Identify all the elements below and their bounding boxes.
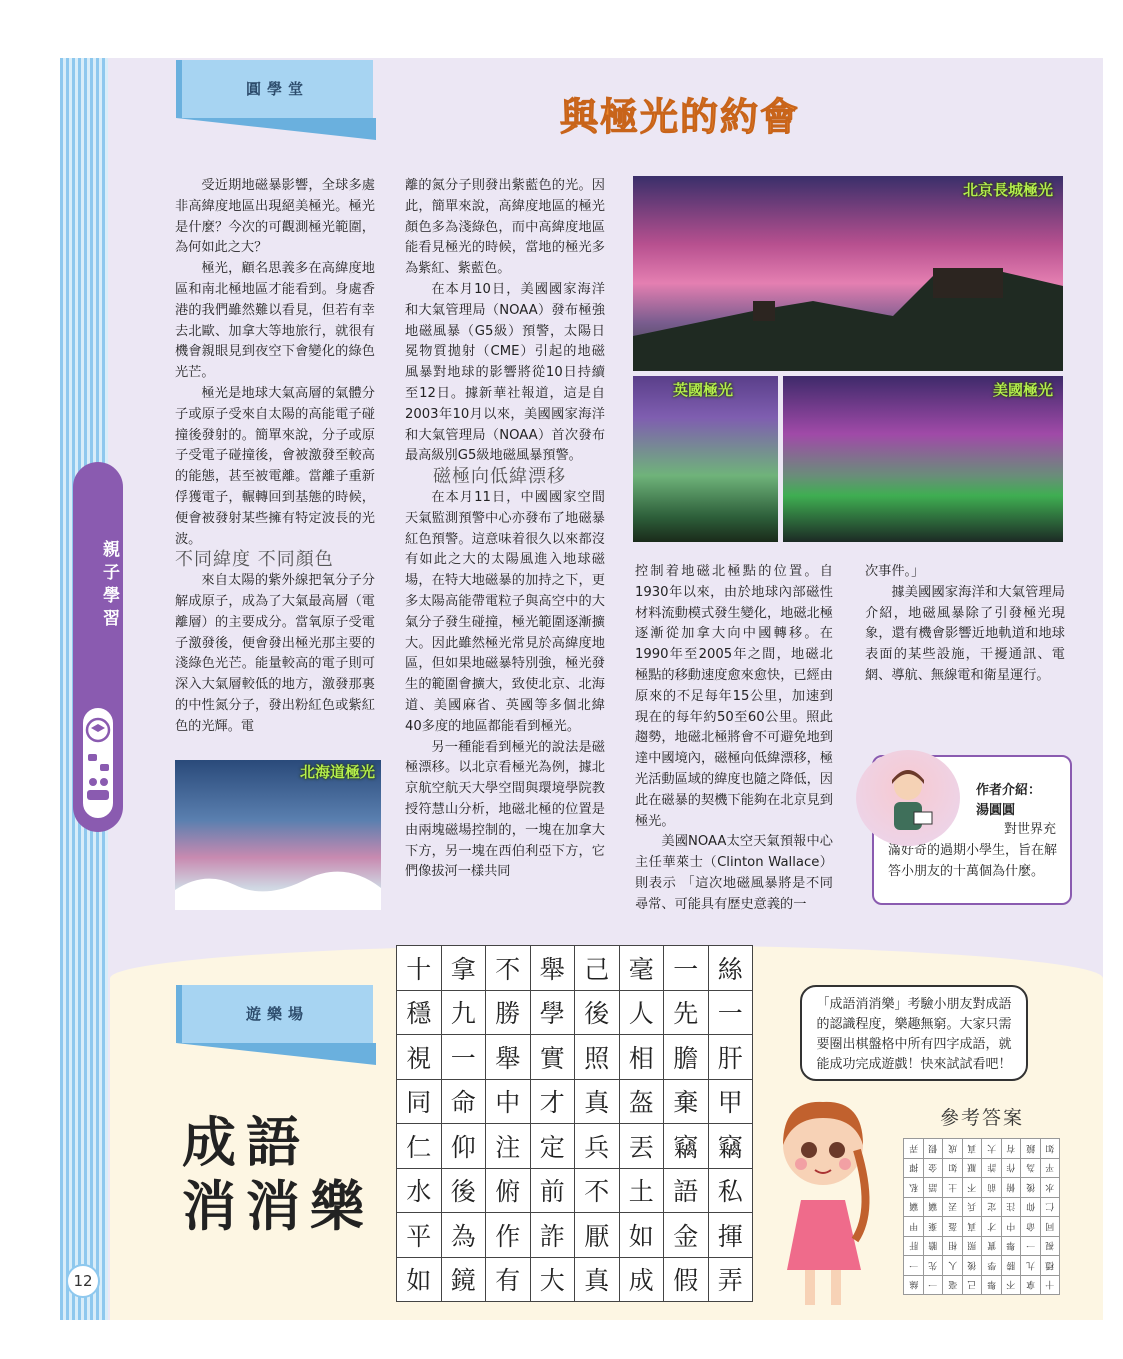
- grid-cell[interactable]: 一: [441, 1035, 486, 1080]
- grid-row: [397, 1079, 753, 1124]
- photo-caption: 北海道極光: [299, 763, 375, 781]
- grid-cell[interactable]: 先: [664, 990, 709, 1035]
- grid-cell[interactable]: 大: [530, 1257, 575, 1302]
- answer-row: [904, 1236, 1060, 1256]
- grid-cell[interactable]: 勝: [486, 990, 531, 1035]
- answer-cell: 竊: [904, 1197, 924, 1217]
- answer-cell: 不: [1001, 1275, 1021, 1295]
- grid-cell[interactable]: 仁: [397, 1124, 442, 1169]
- answer-cell: 詐: [982, 1158, 1002, 1178]
- grid-cell[interactable]: 平: [397, 1213, 442, 1258]
- grid-cell[interactable]: 揮: [708, 1213, 753, 1258]
- answer-cell: 鏡: [1021, 1139, 1041, 1159]
- photo-usa-aurora: [783, 376, 1063, 542]
- idiom-grid: [396, 945, 753, 1302]
- answer-row: [904, 1139, 1060, 1159]
- answer-cell: 實: [982, 1236, 1002, 1256]
- grid-cell[interactable]: 膽: [664, 1035, 709, 1080]
- grid-cell[interactable]: 一: [664, 946, 709, 991]
- photo-beijing-aurora: [633, 176, 1063, 371]
- answer-cell: 盔: [943, 1217, 963, 1237]
- answer-cell: 相: [943, 1236, 963, 1256]
- answer-cell: 絲: [904, 1275, 924, 1295]
- grid-cell[interactable]: 視: [397, 1035, 442, 1080]
- grid-cell[interactable]: 棄: [664, 1079, 709, 1124]
- answer-cell: 後: [962, 1256, 982, 1276]
- answer-cell: 厭: [962, 1158, 982, 1178]
- answer-cell: 成: [943, 1139, 963, 1159]
- paragraph: 次事件。」: [865, 564, 925, 579]
- grid-cell[interactable]: 私: [708, 1168, 753, 1213]
- answer-cell: 十: [1040, 1275, 1060, 1295]
- answer-row: [904, 1275, 1060, 1295]
- answer-cell: 甲: [904, 1217, 924, 1237]
- answer-cell: 舉: [1001, 1236, 1021, 1256]
- answer-cell: 定: [982, 1197, 1002, 1217]
- author-illustration: [856, 750, 960, 846]
- grid-cell[interactable]: 作: [486, 1213, 531, 1258]
- answer-cell: 舉: [982, 1275, 1002, 1295]
- grid-cell[interactable]: 九: [441, 990, 486, 1035]
- author-name: 湯圓圓: [976, 803, 1016, 818]
- grid-cell[interactable]: 俯: [486, 1168, 531, 1213]
- answer-cell: 棄: [923, 1217, 943, 1237]
- article-column-2: [405, 176, 605, 883]
- subheading: 不同緯度 不同顏色: [175, 549, 334, 571]
- grid-cell[interactable]: 如: [397, 1257, 442, 1302]
- grid-cell[interactable]: 才: [530, 1079, 575, 1124]
- answer-cell: 揮: [904, 1158, 924, 1178]
- paragraph: 控制着地磁北極點的位置。自1930年以來，由於地球內部磁性材料流動模式發生變化，地磁北極逐漸從加拿大向中國轉移。在1990年至2005年之間，地磁北極點的移動速度愈來愈快，已經由原來的不足每年15公里，加速到現在的每年約50至60公里。照此趨勢，地磁北極將會不可避免地到達中國境內，磁極向低緯漂移，極光活動區域的緯度也隨之降低，因此在磁暴的契機下能夠在北京見到極光。: [635, 564, 833, 829]
- grid-cell[interactable]: 甲: [708, 1079, 753, 1124]
- answer-cell: 仁: [1040, 1197, 1060, 1217]
- speech-bubble: 「成語消消樂」考驗小朋友對成語的認識程度，樂趣無窮。大家只需要圈出棋盤格中所有四字成語，就能成功完成遊戲！快來試試看吧！: [800, 985, 1028, 1081]
- page-title: 與極光的約會: [560, 95, 801, 139]
- answer-cell: 真: [962, 1217, 982, 1237]
- photo-caption: 美國極光: [992, 381, 1053, 399]
- grid-cell[interactable]: 成: [619, 1257, 664, 1302]
- answer-cell: 作: [1001, 1158, 1021, 1178]
- answer-cell: 命: [1021, 1217, 1041, 1237]
- paragraph: 來自太陽的紫外線把氧分子分解成原子，成為了大氣最高層（電離層）的主要成分。當氧原子受電子激發後，便會發出極光那主要的淺綠色光芒。能量較高的電子則可深入大氣層較低的地方，激發那裏的中性氮分子，發出粉紅色或紫紅色的光輝。電: [175, 573, 375, 734]
- grid-cell[interactable]: 假: [664, 1257, 709, 1302]
- photo-caption: 英國極光: [672, 381, 733, 399]
- answer-cell: 俯: [1001, 1178, 1021, 1198]
- answer-cell: 中: [1001, 1217, 1021, 1237]
- paragraph: 極光，顧名思義多在高緯度地區和南北極地區才能看到。身處香港的我們雖然難以看見，但若有幸去北歐、加拿大等地旅行，就很有機會親眼見到夜空下會變化的綠色光芒。: [175, 261, 375, 381]
- grid-cell[interactable]: 穩: [397, 990, 442, 1035]
- answer-cell: 視: [1040, 1236, 1060, 1256]
- game-ribbon: 遊樂場: [176, 985, 373, 1043]
- answer-cell: 水: [1040, 1178, 1060, 1198]
- paragraph: 另一種能看到極光的說法是磁極漂移。以北京看極光為例，據北京航空航天大學空間與環境學院教授符慧山分析，地磁北極的位置是由兩塊磁場控制的，一塊在加拿大下方，另一塊在西伯利亞下方，它們像拔河一樣共同: [405, 739, 605, 880]
- answer-cell: 勝: [1001, 1256, 1021, 1276]
- answer-cell: 毫: [943, 1275, 963, 1295]
- article-column-3: [635, 562, 833, 916]
- grid-cell[interactable]: 己: [575, 946, 620, 991]
- answer-row: [904, 1256, 1060, 1276]
- grid-cell[interactable]: 人: [619, 990, 664, 1035]
- grid-cell[interactable]: 舉: [530, 946, 575, 991]
- grid-cell[interactable]: 竊: [664, 1124, 709, 1169]
- grid-cell[interactable]: 不: [486, 946, 531, 991]
- grid-cell[interactable]: 鏡: [441, 1257, 486, 1302]
- game-title-line: 成語: [182, 1110, 310, 1174]
- game-title-line: 消消樂: [182, 1174, 374, 1238]
- answer-cell: 弄: [904, 1139, 924, 1159]
- grid-row: [397, 946, 753, 991]
- answer-cell: 不: [962, 1178, 982, 1198]
- grid-cell[interactable]: 真: [575, 1257, 620, 1302]
- grid-row: [397, 1257, 753, 1302]
- grid-cell[interactable]: 如: [619, 1213, 664, 1258]
- paragraph: 離的氮分子則發出紫藍色的光。因此，簡單來說，高緯度地區的極光顏色多為淺綠色，而中高緯度地區能看見極光的時候，當地的極光多為紫紅、紫藍色。: [405, 178, 605, 277]
- grid-cell[interactable]: 竊: [708, 1124, 753, 1169]
- grid-cell[interactable]: 同: [397, 1079, 442, 1124]
- grid-cell[interactable]: 注: [486, 1124, 531, 1169]
- side-tab-label: 親子學習: [99, 540, 119, 632]
- grid-cell[interactable]: 水: [397, 1168, 442, 1213]
- grid-row: [397, 1168, 753, 1213]
- grid-cell[interactable]: 絲: [708, 946, 753, 991]
- answer-cell: 穩: [1040, 1256, 1060, 1276]
- answer-cell: 真: [962, 1139, 982, 1159]
- grid-cell[interactable]: 弄: [708, 1257, 753, 1302]
- answer-cell: 注: [1001, 1197, 1021, 1217]
- answer-cell: 膽: [923, 1236, 943, 1256]
- answer-cell: 拿: [1021, 1275, 1041, 1295]
- answer-cell: 丟: [943, 1197, 963, 1217]
- answer-cell: 照: [962, 1236, 982, 1256]
- grid-cell[interactable]: 土: [619, 1168, 664, 1213]
- article-column-1: [175, 176, 375, 738]
- answer-cell: 假: [923, 1139, 943, 1159]
- grid-cell[interactable]: 照: [575, 1035, 620, 1080]
- grid-cell[interactable]: 定: [530, 1124, 575, 1169]
- photo-uk-aurora: [633, 376, 778, 542]
- answer-cell: 大: [982, 1139, 1002, 1159]
- grid-cell[interactable]: 盔: [619, 1079, 664, 1124]
- photo-hokkaido-aurora: [175, 760, 381, 910]
- paragraph: 受近期地磁暴影響，全球多處非高緯度地區出現絕美極光。極光是什麼？今次的可觀測極光範圍，為何如此之大？: [175, 178, 375, 256]
- paragraph: 在本月10日，美國國家海洋和大氣管理局（NOAA）發布極強地磁風暴（G5級）預警，太陽日冕物質拋射（CME）引起的地磁風暴對地球的影響將從10日持續至12日。據新華社報道，這是自2003年10月以來，美國國家海洋和大氣管理局（NOAA）首次發布最高級別G5級地磁風暴預警。: [405, 281, 605, 464]
- grid-cell[interactable]: 十: [397, 946, 442, 991]
- grid-cell[interactable]: 金: [664, 1213, 709, 1258]
- grid-cell[interactable]: 學: [530, 990, 575, 1035]
- grid-cell[interactable]: 為: [441, 1213, 486, 1258]
- grid-cell[interactable]: 有: [486, 1257, 531, 1302]
- answer-cell: 同: [1040, 1217, 1060, 1237]
- author-label: 作者介紹：: [976, 783, 1042, 798]
- answer-row: [904, 1178, 1060, 1198]
- photo-caption: 北京長城極光: [962, 181, 1053, 199]
- subheading: 磁極向低緯漂移: [433, 466, 566, 488]
- grid-cell[interactable]: 丟: [619, 1124, 664, 1169]
- answer-cell: 前: [982, 1178, 1002, 1198]
- paragraph: 極光是地球大氣高層的氣體分子或原子受來自太陽的高能電子碰撞後發射的。簡單來說，分子或原子受電子碰撞後，會被激發至較高的能態，甚至被電離。當離子重新俘獲電子，輾轉回到基態的時候，便會被發射某些擁有特定波長的光波。: [175, 385, 375, 547]
- grid-cell[interactable]: 後: [441, 1168, 486, 1213]
- answer-grid: [903, 1138, 1060, 1295]
- grid-cell[interactable]: 語: [664, 1168, 709, 1213]
- answer-cell: 後: [1021, 1178, 1041, 1198]
- page-number: 12: [66, 1264, 100, 1298]
- answer-cell: 如: [1040, 1139, 1060, 1159]
- answer-row: [904, 1197, 1060, 1217]
- family-learning-icon: [80, 705, 116, 821]
- grid-row: [397, 990, 753, 1035]
- grid-cell[interactable]: 真: [575, 1079, 620, 1124]
- answer-cell: 一: [1021, 1236, 1041, 1256]
- answer-cell: 才: [982, 1217, 1002, 1237]
- answer-cell: 己: [962, 1275, 982, 1295]
- grid-cell[interactable]: 前: [530, 1168, 575, 1213]
- answer-cell: 私: [904, 1178, 924, 1198]
- grid-cell[interactable]: 舉: [486, 1035, 531, 1080]
- author-bio: 對世界充滿好奇的過期小學生，旨在解答小朋友的十萬個為什麼。: [888, 822, 1058, 879]
- answer-row: [904, 1217, 1060, 1237]
- answer-cell: 學: [982, 1256, 1002, 1276]
- answer-cell: 人: [943, 1256, 963, 1276]
- grid-row: [397, 1124, 753, 1169]
- section-ribbon: 圓學堂: [176, 60, 373, 118]
- answer-cell: 一: [904, 1256, 924, 1276]
- answer-cell: 語: [923, 1178, 943, 1198]
- grid-row: [397, 1213, 753, 1258]
- answer-cell: 先: [923, 1256, 943, 1276]
- answer-cell: 仰: [1021, 1197, 1041, 1217]
- answer-cell: 一: [923, 1275, 943, 1295]
- grid-cell[interactable]: 後: [575, 990, 620, 1035]
- grid-cell[interactable]: 毫: [619, 946, 664, 991]
- game-title: [182, 1110, 374, 1238]
- grid-cell[interactable]: 仰: [441, 1124, 486, 1169]
- grid-cell[interactable]: 中: [486, 1079, 531, 1124]
- grid-cell[interactable]: 相: [619, 1035, 664, 1080]
- answer-cell: 兵: [962, 1197, 982, 1217]
- answer-cell: 為: [1021, 1158, 1041, 1178]
- girl-illustration: [765, 1090, 885, 1315]
- grid-row: [397, 1035, 753, 1080]
- answer-cell: 平: [1040, 1158, 1060, 1178]
- answer-cell: 肝: [904, 1236, 924, 1256]
- grid-cell[interactable]: 一: [708, 990, 753, 1035]
- article-column-4: [865, 562, 1065, 687]
- answer-title: 參考答案: [940, 1107, 1025, 1129]
- grid-cell[interactable]: 命: [441, 1079, 486, 1124]
- paragraph: 據美國國家海洋和大氣管理局介紹，地磁風暴除了引發極光現象，還有機會影響近地軌道和地球表面的某些設施，干擾通訊、電網、導航、無線電和衛星運行。: [865, 584, 1065, 683]
- grid-cell[interactable]: 兵: [575, 1124, 620, 1169]
- grid-cell[interactable]: 詐: [530, 1213, 575, 1258]
- answer-cell: 九: [1021, 1256, 1041, 1276]
- grid-cell[interactable]: 拿: [441, 946, 486, 991]
- paragraph: 在本月11日，中國國家空間天氣監測預警中心亦發布了地磁暴紅色預警。這意味着很久以來都沒有如此之大的太陽風進入地球磁場，在特大地磁暴的加持之下，更多太陽高能帶電粒子與高空中的大氣分子發生碰撞，極光範圍逐漸擴大。因此雖然極光常見於高緯度地區，但如果地磁暴特別強，極光發生的範圍會擴大，致使北京、北海道、美國麻省、英國等多個北緯40多度的地區都能看到極光。: [405, 489, 605, 734]
- grid-cell[interactable]: 肝: [708, 1035, 753, 1080]
- grid-cell[interactable]: 厭: [575, 1213, 620, 1258]
- paragraph: 美國NOAA太空天氣預報中心主任華萊士（Clinton Wallace）則表示 「這次地磁風暴將是不同尋常、可能具有歷史意義的一: [635, 834, 833, 912]
- answer-cell: 竊: [923, 1197, 943, 1217]
- answer-cell: 土: [943, 1178, 963, 1198]
- answer-cell: 有: [1001, 1139, 1021, 1159]
- answer-cell: 如: [943, 1158, 963, 1178]
- answer-row: [904, 1158, 1060, 1178]
- answer-cell: 金: [923, 1158, 943, 1178]
- grid-cell[interactable]: 實: [530, 1035, 575, 1080]
- grid-cell[interactable]: 不: [575, 1168, 620, 1213]
